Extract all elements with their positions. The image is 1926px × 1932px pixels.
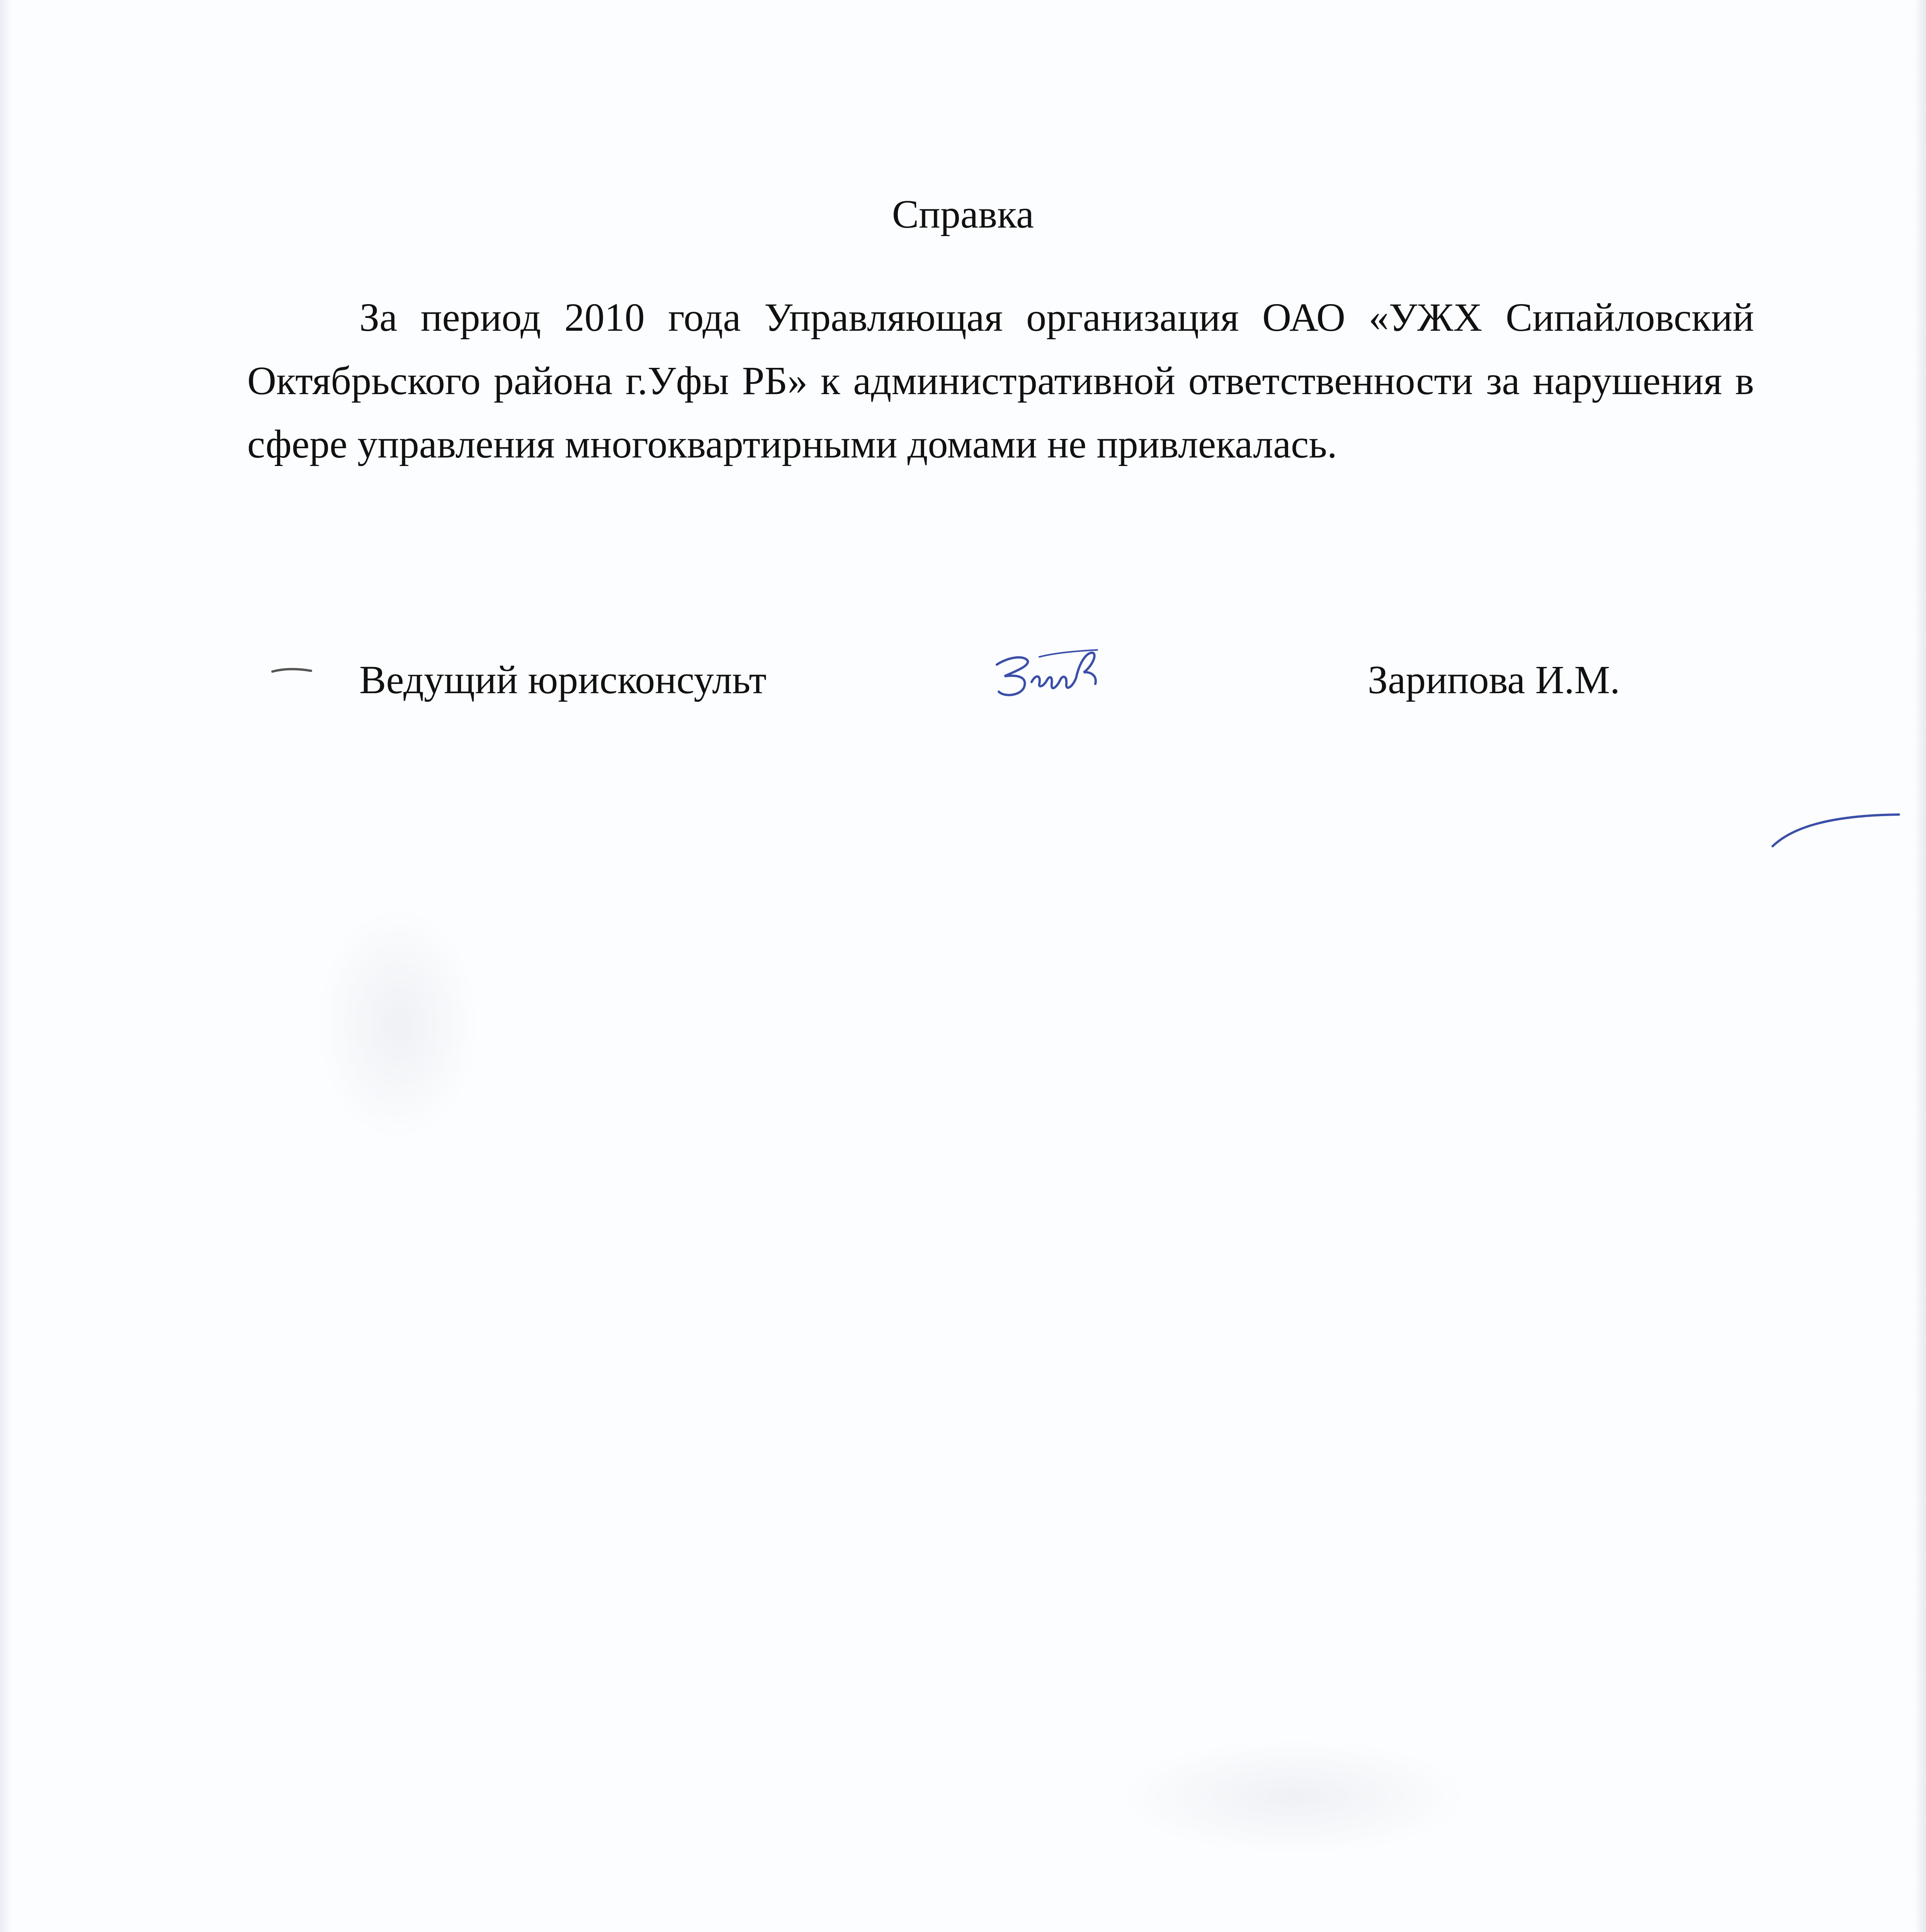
- scan-edge-left: [0, 0, 12, 1932]
- signatory-role: Ведущий юрисконсульт: [359, 658, 767, 702]
- document-body: За период 2010 года Управляющая организация ОАО «УЖХ Сипайловский Октябрьского района г.Уфы РБ» к административной ответственности за нарушения в сфере управления многоквартирными домами не привлекалась.: [247, 295, 1754, 466]
- margin-dash-mark: [270, 665, 313, 676]
- scan-smudge: [317, 908, 479, 1140]
- scan-smudge: [1120, 1739, 1468, 1855]
- handwritten-signature: [981, 630, 1113, 715]
- document-title: Справка: [892, 192, 1034, 236]
- signatory-name: Зарипова И.М.: [1368, 658, 1620, 702]
- margin-pen-stroke: [1770, 804, 1901, 850]
- scan-edge-right: [1914, 0, 1926, 1932]
- signature-block: [0, 653, 1926, 715]
